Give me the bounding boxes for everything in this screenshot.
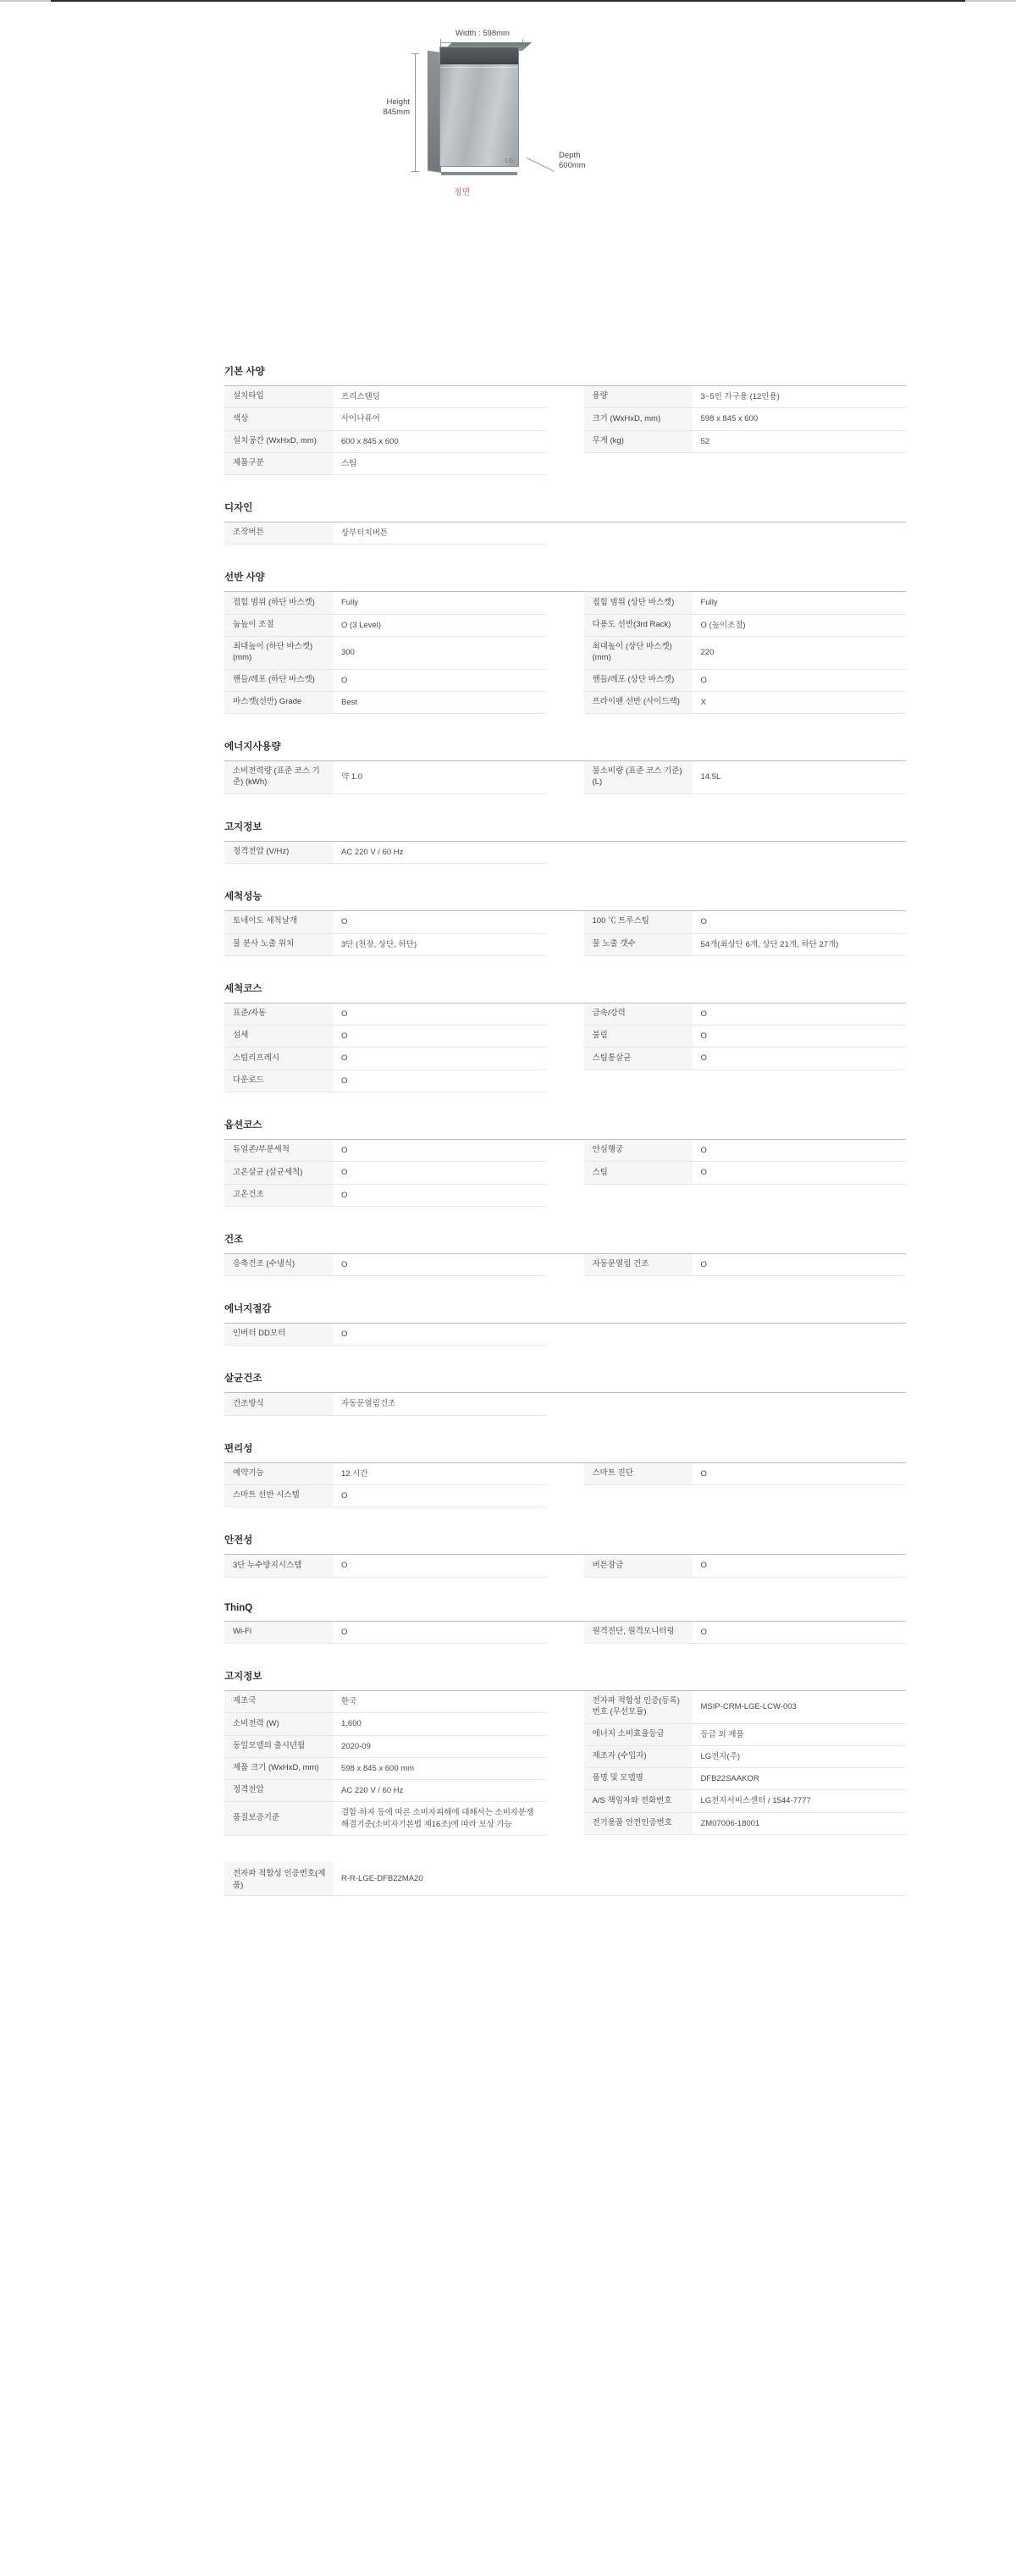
spec-label: A/S 책임자와 전화번호 — [584, 1790, 693, 1811]
spec-grid — [224, 386, 906, 475]
spec-section — [224, 889, 906, 956]
spec-section — [224, 500, 906, 544]
spec-row — [584, 1790, 907, 1812]
spec-row — [584, 1768, 907, 1790]
spec-row — [224, 1780, 547, 1802]
spec-value: DFB22SAAKOR — [700, 1774, 759, 1784]
spec-value: 약 1.0 — [341, 772, 363, 782]
spec-label: 무게 (kg) — [584, 431, 693, 452]
spec-row — [224, 1622, 547, 1644]
spec-section-title: 에너지절감 — [224, 1302, 906, 1324]
spec-row — [584, 637, 907, 670]
spec-value: AC 220 V / 60 Hz — [341, 847, 404, 857]
spec-label: 다용도 선반(3rd Rack) — [584, 615, 693, 636]
spec-row — [224, 386, 547, 408]
spec-row — [584, 934, 907, 956]
spec-value: 상부터치버튼 — [341, 528, 389, 539]
spec-row — [584, 1003, 907, 1025]
depth-label-line2: 600mm — [559, 161, 586, 170]
width-label: Width : 598mm — [456, 29, 510, 38]
spec-section — [224, 570, 906, 714]
spec-section — [224, 1302, 906, 1346]
spec-section-title: 고지정보 — [224, 820, 906, 842]
spec-row — [584, 615, 907, 637]
spec-column-right — [566, 1254, 907, 1276]
spec-row — [224, 408, 547, 430]
spec-section — [224, 1669, 906, 1836]
spec-value: Fully — [341, 598, 359, 608]
spec-column-left — [224, 1691, 566, 1836]
spec-row — [224, 670, 547, 692]
spec-row — [224, 1025, 547, 1048]
spec-row — [584, 1140, 907, 1162]
spec-label: 물소비량 (표준 코스 기준) (L) — [584, 761, 693, 793]
spec-section-title: 선반 사양 — [224, 570, 906, 592]
spec-value: 사이나퓨어 — [341, 414, 380, 424]
spec-row — [224, 911, 547, 933]
spec-value: X — [700, 698, 706, 707]
spec-section-title: 편리성 — [224, 1441, 906, 1463]
spec-value: O — [700, 1468, 707, 1479]
spec-column-right — [566, 761, 907, 794]
spec-row — [584, 1048, 907, 1070]
spec-row — [224, 761, 547, 794]
spec-value: 600 x 845 x 600 — [341, 436, 399, 446]
spec-column-left — [224, 842, 566, 864]
spec-row — [584, 692, 907, 714]
spec-column-right — [566, 842, 907, 864]
dishwasher-base — [441, 172, 517, 175]
spec-label: 조작버튼 — [224, 522, 333, 544]
spec-section — [224, 1441, 906, 1508]
spec-column-left — [224, 1555, 566, 1577]
spec-row — [224, 1254, 547, 1276]
spec-value: O — [341, 1009, 348, 1019]
spec-label: 최대높이 (하단 바스켓) (mm) — [224, 637, 333, 669]
spec-label: 바스켓(선반) Grade — [224, 692, 333, 713]
spec-row — [584, 1724, 907, 1746]
spec-label: 불림 — [584, 1025, 693, 1047]
spec-label: 전기용품 안전인증번호 — [584, 1813, 693, 1834]
spec-column-left — [224, 1324, 566, 1346]
spec-label: 접힘 범위 (상단 바스켓) — [584, 592, 693, 613]
spec-row — [584, 1463, 907, 1485]
spec-row — [584, 1162, 907, 1184]
spec-value: AC 220 V / 60 Hz — [341, 1786, 404, 1796]
spec-value: 3단 (천장, 상단, 하단) — [341, 939, 417, 949]
spec-label: 색상 — [224, 408, 333, 429]
spec-value: O — [341, 917, 348, 927]
spec-grid — [224, 1140, 906, 1207]
spec-row — [224, 1802, 547, 1836]
spec-row — [224, 934, 547, 956]
spec-label: 설치타입 — [224, 386, 333, 407]
spec-label: 인버터 DD모터 — [224, 1324, 333, 1345]
spec-value: O — [341, 1053, 348, 1064]
spec-column-right — [566, 911, 907, 956]
spec-value: O (높이조절) — [700, 620, 746, 630]
spec-row — [584, 1746, 907, 1768]
spec-label: 제조자 (수입자) — [584, 1746, 693, 1767]
spec-value: 12 시간 — [341, 1468, 368, 1479]
brand-logo: LG — [505, 158, 514, 164]
footer-spec-row — [224, 1861, 906, 1896]
spec-section — [224, 1118, 906, 1207]
spec-label: 안심행궁 — [584, 1140, 693, 1161]
spec-label: 표준/자동 — [224, 1003, 333, 1025]
spec-label: 물 노출 갯수 — [584, 934, 693, 955]
spec-label: 고온건조 — [224, 1185, 333, 1206]
spec-value: 54개(최상단 6개, 상단 21개, 하단 27개) — [700, 939, 839, 949]
spec-column-right — [566, 1140, 907, 1207]
spec-row — [584, 1622, 907, 1644]
spec-row — [224, 1324, 547, 1346]
spec-value: 1,600 — [341, 1719, 362, 1729]
spec-label: 정격전압 — [224, 1780, 333, 1801]
spec-column-left — [224, 1140, 566, 1207]
spec-grid — [224, 1555, 906, 1577]
spec-value: O — [700, 1053, 707, 1064]
spec-section-title: 안전성 — [224, 1533, 906, 1555]
spec-section-title: 세척코스 — [224, 981, 906, 1003]
spec-label: 소비전력 (W) — [224, 1713, 333, 1734]
spec-row — [224, 1185, 547, 1207]
spec-label: 품명 및 모델명 — [584, 1768, 693, 1789]
spec-value: O — [341, 675, 348, 685]
spec-label: 금속/강력 — [584, 1003, 693, 1025]
spec-value: 자동문열림건조 — [341, 1399, 396, 1409]
spec-section-title: ThinQ — [224, 1603, 906, 1622]
spec-value: O — [341, 1561, 348, 1571]
spec-row — [584, 1555, 907, 1577]
spec-value: O — [341, 1259, 348, 1269]
spec-column-left — [224, 386, 566, 475]
spec-section — [224, 1232, 906, 1276]
spec-value: O (3 Level) — [341, 620, 381, 630]
spec-value: 스팀 — [341, 458, 357, 468]
spec-label: Wi-Fi — [224, 1622, 333, 1643]
spec-value: O — [341, 1491, 348, 1501]
spec-row — [584, 911, 907, 933]
spec-label: 토네이도 세척날개 — [224, 911, 333, 932]
spec-column-right — [566, 1463, 907, 1508]
spec-column-right — [566, 1555, 907, 1577]
spec-row — [224, 1048, 547, 1070]
spec-label: 건조방식 — [224, 1393, 333, 1414]
spec-value: O — [341, 1146, 348, 1155]
spec-section-title: 옵션코스 — [224, 1118, 906, 1140]
spec-value: 등급 외 제품 — [700, 1729, 744, 1739]
spec-row — [224, 1758, 547, 1780]
spec-value: 220 — [700, 648, 715, 658]
spec-label: 전자파 적합성 인증(등록) 번호 (무선모듈) — [584, 1691, 693, 1723]
dimension-diagram — [0, 0, 1016, 356]
spec-value: O — [700, 675, 707, 685]
spec-label: 스팀통살균 — [584, 1048, 693, 1069]
spec-column-right — [566, 1003, 907, 1092]
depth-dimension-line — [527, 158, 555, 172]
spec-column-right — [566, 1324, 907, 1346]
spec-label: 동일모델의 출시년월 — [224, 1736, 333, 1757]
spec-row — [584, 431, 907, 453]
spec-row — [224, 1003, 547, 1025]
spec-value: 598 x 845 x 600 — [700, 414, 759, 424]
spec-value: LG전자서비스센터 / 1544-7777 — [700, 1796, 811, 1806]
spec-column-left — [224, 1254, 566, 1276]
spec-value: O — [700, 1561, 707, 1571]
spec-value: MSIP-CRM-LGE-LCW-003 — [700, 1702, 797, 1712]
spec-section-title: 디자인 — [224, 500, 906, 522]
spec-label: 핸들/레포 (하단 바스켓) — [224, 670, 333, 691]
spec-label: 버튼잠금 — [584, 1555, 693, 1576]
height-dimension-line — [415, 53, 416, 172]
spec-row — [584, 1813, 907, 1835]
spec-row — [224, 1485, 547, 1507]
spec-label: 스팀 — [584, 1162, 693, 1183]
spec-row — [584, 761, 907, 794]
spec-column-left — [224, 1463, 566, 1508]
height-tick-bottom — [411, 171, 419, 172]
spec-label: 프라이팬 선반 (사이드랙) — [584, 692, 693, 713]
spec-section-title: 살균건조 — [224, 1371, 906, 1393]
spec-grid — [224, 761, 906, 794]
spec-label: 품질보증기준 — [224, 1802, 333, 1835]
spec-value: O — [700, 1146, 707, 1155]
spec-section — [224, 739, 906, 794]
spec-label: 100 ℃ 트루스팀 — [584, 911, 693, 932]
spec-section — [224, 1603, 906, 1644]
front-view-label: 정면 — [454, 188, 471, 197]
spec-row — [584, 408, 907, 430]
spec-grid — [224, 1393, 906, 1415]
spec-value: O — [700, 1168, 707, 1178]
spec-value: O — [341, 1329, 348, 1340]
spec-row — [224, 692, 547, 714]
spec-row — [224, 842, 547, 864]
spec-label: 스팀리프레시 — [224, 1048, 333, 1069]
spec-row — [224, 522, 547, 544]
spec-column-right — [566, 1691, 907, 1836]
spec-value: 한국 — [341, 1696, 357, 1706]
spec-value: O — [700, 1031, 707, 1042]
spec-value: 결함·하자 등에 따른 소비자피해에 대해서는 소비자분쟁해결기준(소비자기본법 제16조)에 따라 보상 가능 — [341, 1808, 534, 1829]
spec-grid — [224, 522, 906, 544]
spec-label: 자동문열림 건조 — [584, 1254, 693, 1275]
spec-label: 스마트 선반 시스템 — [224, 1485, 333, 1506]
spec-grid — [224, 842, 906, 864]
spec-grid — [224, 1254, 906, 1276]
footer-spec-value: R-R-LGE-DFB22MA20 — [341, 1873, 423, 1883]
spec-row — [584, 386, 907, 408]
spec-value: O — [341, 1168, 348, 1178]
dishwasher-control-panel — [440, 47, 518, 64]
spec-grid — [224, 1622, 906, 1644]
spec-value: 300 — [341, 648, 355, 658]
spec-column-left — [224, 592, 566, 714]
spec-label: 눕높이 조절 — [224, 615, 333, 636]
spec-label: 핸들/레포 (상단 바스켓) — [584, 670, 693, 691]
spec-column-right — [566, 592, 907, 714]
spec-value: O — [700, 1259, 707, 1269]
spec-row — [224, 431, 547, 453]
spec-value: O — [341, 1190, 348, 1200]
spec-label: 물 분사 노출 위치 — [224, 934, 333, 955]
spec-section — [224, 1533, 906, 1577]
height-label-line2: 845mm — [383, 108, 410, 117]
spec-label: 정격전압 (V/Hz) — [224, 842, 333, 863]
spec-value: 52 — [700, 436, 710, 446]
spec-value: 3~5인 가구용 (12인용) — [700, 392, 780, 401]
spec-label: 고온살균 (살균세척) — [224, 1162, 333, 1183]
spec-column-right — [566, 386, 907, 475]
spec-grid — [224, 1324, 906, 1346]
spec-row — [224, 1555, 547, 1577]
spec-grid — [224, 592, 906, 714]
spec-column-left — [224, 911, 566, 956]
spec-label: 섬세 — [224, 1025, 333, 1047]
spec-column-right — [566, 522, 907, 544]
spec-label: 접힘 범위 (하단 바스켓) — [224, 592, 333, 613]
spec-label: 제품구분 — [224, 453, 333, 474]
spec-value: Fully — [700, 598, 718, 608]
spec-row — [224, 1713, 547, 1735]
spec-section-title: 고지정보 — [224, 1669, 906, 1691]
spec-row — [224, 1463, 547, 1485]
spec-label: 크기 (WxHxD, mm) — [584, 408, 693, 429]
spec-grid — [224, 1691, 906, 1836]
spec-row — [224, 1393, 547, 1415]
height-label-line1: Height — [386, 97, 410, 107]
spec-section-title: 기본 사양 — [224, 364, 906, 386]
spec-row — [584, 592, 907, 614]
spec-row — [224, 1691, 547, 1713]
spec-label: 최대높이 (상단 바스켓) (mm) — [584, 637, 693, 669]
depth-label-line1: Depth — [559, 151, 581, 160]
spec-section-title: 세척성능 — [224, 889, 906, 911]
height-tick-top — [411, 53, 419, 54]
spec-column-right — [566, 1393, 907, 1415]
spec-value: O — [341, 1031, 348, 1042]
spec-row — [584, 1025, 907, 1048]
spec-value: 프리스탠딩 — [341, 392, 380, 401]
spec-label: 원격진단, 원격모니터링 — [584, 1622, 693, 1643]
spec-label: 제품 크기 (WxHxD, mm) — [224, 1758, 333, 1779]
spec-label: 제조국 — [224, 1691, 333, 1712]
spec-label: 예약기능 — [224, 1463, 333, 1484]
spec-label: 스마트 진단 — [584, 1463, 693, 1484]
dishwasher-door-seam — [440, 67, 518, 68]
spec-value: O — [341, 1627, 348, 1637]
spec-value: O — [700, 917, 707, 927]
spec-row — [224, 637, 547, 670]
spec-label: 듀얼존/부분세척 — [224, 1140, 333, 1161]
spec-section — [224, 820, 906, 864]
spec-row — [584, 1691, 907, 1724]
spec-row — [224, 453, 547, 475]
footer-spec-label: 전자파 적합성 인증번호(제품) — [224, 1861, 333, 1895]
spec-grid — [224, 1003, 906, 1092]
spec-section-title: 에너지사용량 — [224, 739, 906, 761]
spec-label: 용량 — [584, 386, 693, 407]
spec-value: 2020-09 — [341, 1741, 371, 1751]
spec-section-title: 건조 — [224, 1232, 906, 1254]
spec-section — [224, 1371, 906, 1415]
spec-section — [224, 981, 906, 1092]
spec-value: 598 x 845 x 600 mm — [341, 1763, 415, 1773]
spec-grid — [224, 1463, 906, 1508]
spec-section — [224, 364, 906, 475]
spec-value: O — [341, 1075, 348, 1086]
spec-label: 다운로드 — [224, 1070, 333, 1092]
spec-value: ZM07006-18001 — [700, 1818, 760, 1828]
spec-label: 소비전력량 (표준 코스 기준) (kWh) — [224, 761, 333, 793]
spec-value: 14.5L — [700, 772, 721, 782]
spec-column-left — [224, 1622, 566, 1644]
spec-column-left — [224, 761, 566, 794]
spec-row — [224, 1070, 547, 1092]
spec-row — [224, 592, 547, 614]
dishwasher-image — [428, 47, 519, 172]
spec-row — [584, 1254, 907, 1276]
spec-row — [224, 1162, 547, 1184]
spec-row — [224, 615, 547, 637]
spec-label: 설치공간 (WxHxD, mm) — [224, 431, 333, 452]
spec-value: O — [700, 1009, 707, 1019]
spec-column-left — [224, 522, 566, 544]
spec-label: 에너지 소비효율등급 — [584, 1724, 693, 1745]
spec-label: 3단 누수방지시스템 — [224, 1555, 333, 1576]
spec-column-left — [224, 1003, 566, 1092]
spec-column-right — [566, 1622, 907, 1644]
spec-value: O — [700, 1627, 707, 1637]
specifications-container — [224, 364, 906, 1896]
width-tick-left — [440, 39, 441, 47]
spec-row — [224, 1736, 547, 1758]
dishwasher-front-panel — [439, 47, 519, 167]
spec-grid — [224, 911, 906, 956]
spec-value: Best — [341, 698, 358, 707]
spec-row — [224, 1140, 547, 1162]
spec-column-left — [224, 1393, 566, 1415]
spec-value: LG전자(주) — [700, 1751, 741, 1761]
spec-row — [584, 670, 907, 692]
spec-label: 응축건조 (수냉식) — [224, 1254, 333, 1275]
